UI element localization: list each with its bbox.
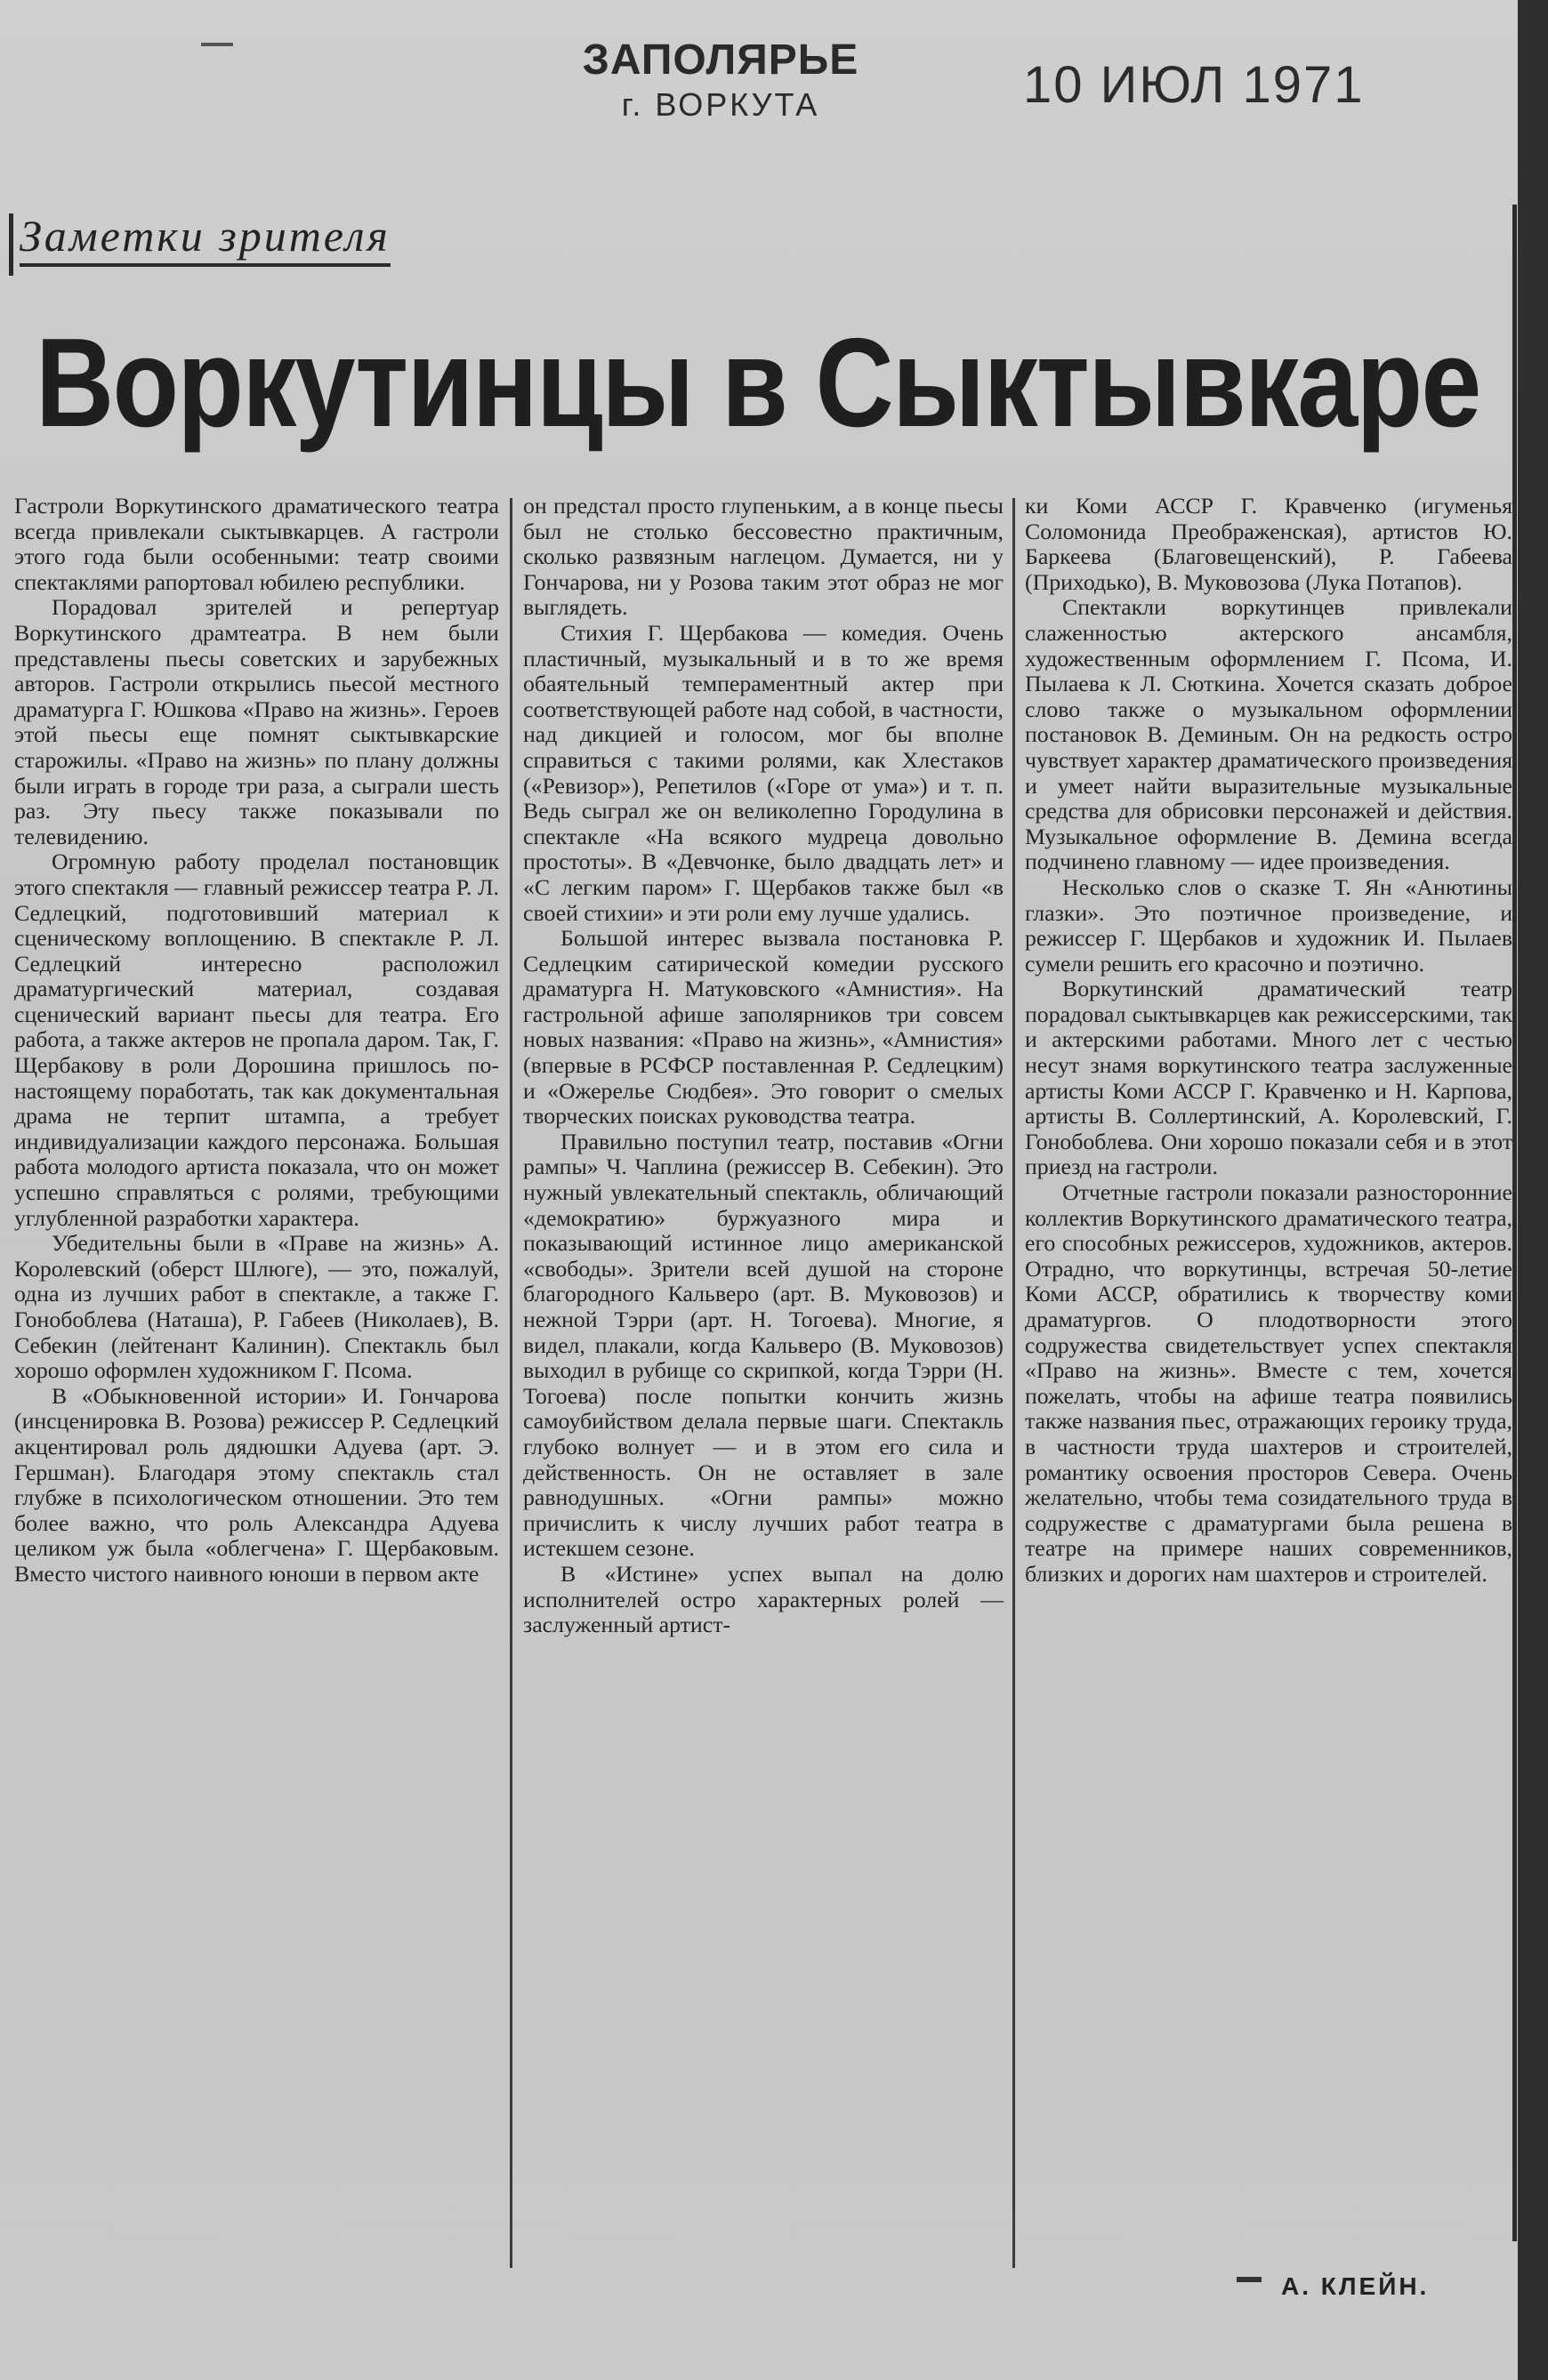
paragraph: Правильно поступил театр, поставив «Огни рампы» Ч. Чаплина (режиссер В. Себекин). Это нужный увлекательный спектакль, обличающий «демократию» буржуазного мира и показывающий истинное лицо американской «свободы». Зрители всей душой на стороне благородного Кальверо (арт. В. Муковозов) и нежной Тэрри (арт. Н. Тогоева). Многие, я видел, плакали, когда Кальверо (В. Муковозов) выходил в рубище со скрипкой, когда Тэрри (Н. Тогоева) после попытки кончить жизнь самоубийством делала первые шаги. Спектакль глубоко волнует — и в этом его сила и действенность. Он не оставляет в зале равнодушных. «Огни рампы» можно причислить к числу лучших работ театра в истекшем сезоне. bbox=[523, 1128, 1004, 1562]
rubric-bar bbox=[9, 213, 13, 276]
masthead bbox=[534, 36, 907, 125]
newspaper-city: г. ВОРКУТА bbox=[621, 86, 820, 123]
column-divider bbox=[510, 498, 512, 2268]
paragraph: Спектакли воркутинцев привлекали слаженностью актерского ансамбля, художественным оформлением Г. Псома, И. Пылаева к Л. Сюткина. Хочется сказать доброе слово также о музыкальном оформлении постановок В. Деминым. Он на редкость остро чувствует характер драматического произведения и умеет найти выразительные музыкальные средства для обрисовки персонажей и действия. Музыкальное оформление В. Демина всегда подчинено главному — идее произведения. bbox=[1025, 594, 1512, 875]
paragraph: Убедительны были в «Праве на жизнь» А. Королевский (оберст Шлюге), — это, пожалуй, одна из лучших работ в спектакле, а также Г. Гонобоблева (Наташа), Р. Габеев (Николаев), В. Себекин (лейтенант Калинин). Спектакль был хорошо оформлен художником Г. Псома. bbox=[14, 1230, 499, 1384]
date-stamp: 10 ИЮЛ 1971 bbox=[1023, 56, 1365, 114]
rubric: Заметки зрителя bbox=[20, 210, 391, 267]
paragraph: Отчетные гастроли показали разносторонние коллектив Воркутинского драматического театра, его способных режиссеров, художников, актеров. Отрадно, что воркутинцы, встречая 50-летие Коми АССР, обратились к творчеству коми драматургов. О плодотворности этого содружества свидетельствует успех спектакля «Право на жизнь». Вместе с тем, хочется пожелать, чтобы на афише театра появились также названия пьес, отражающих героику труда, в частности труда шахтеров и строителей, романтику освоения просторов Севера. Очень желательно, чтобы тема созидательного труда в содружестве с драматургами была решена в театре на примере наших современников, близких и дорогих нам шахтеров и строителей. bbox=[1025, 1179, 1512, 1587]
author-signature: А. КЛЕЙН. bbox=[1281, 2272, 1430, 2300]
paragraph: Стихия Г. Щербакова — комедия. Очень пластичный, музыкальный и в то же время обаятельный темпераментный актер при соответствующей работе над собой, в частности, над дикцией и голосом, мог бы вполне справиться с такими ролями, как Хлестаков («Ревизор»), Репетилов («Горе от ума») и т. п. Ведь сыграл же он великолепно Городулина в спектакле «На всякого мудреца довольно простоты». В «Девчонке, было двадцать лет» и «С легким паром» Г. Щербаков также был «в своей стихии» и эти роли ему лучше удались. bbox=[523, 619, 1004, 926]
corner-mark bbox=[201, 43, 233, 46]
article-column-1 bbox=[14, 494, 499, 1588]
newspaper-title: ЗАПОЛЯРЬЕ bbox=[582, 36, 859, 84]
right-border-rule bbox=[1512, 205, 1517, 2241]
article-column-2 bbox=[523, 494, 1004, 1638]
paragraph: Гастроли Воркутинского драматического театра всегда привлекали сыктывкарцев. А гастроли этого года были особенными: театр своими спектаклями рапортовал юбилею республики. bbox=[14, 493, 499, 595]
paragraph: Порадовал зрителей и репертуар Воркутинского драмтеатра. В нем были представлены пьесы советских и зарубежных авторов. Гастроли открылись пьесой местного драматурга Г. Юшкова «Право на жизнь». Героев этой пьесы еще помнят сыктывкарские старожилы. «Право на жизнь» по плану должны были играть в городе три раза, а сыграли шесть раз. Эту пьесу также показывали по телевидению. bbox=[14, 594, 499, 849]
paragraph: В «Истине» успех выпал на долю исполнителей остро характерных ролей — заслуженный артист- bbox=[523, 1560, 1004, 1638]
paragraph: В «Обыкновенной истории» И. Гончарова (инсценировка В. Розова) режиссер Р. Седлецкий акцентировал роль дядюшки Адуева (арт. Э. Гершман). Благодаря этому спектакль стал глубже в психологическом отношении. Это тем более важно, что роль Александра Адуева целиком уж была «облегчена» Г. Щербаковым. Вместо чистого наивного юноши в первом акте bbox=[14, 1382, 499, 1587]
paragraph: ки Коми АССР Г. Кравченко (игуменья Соломонида Преображенская), артистов Ю. Баркеева (Благовещенский), Р. Габеева (Приходько), В. Муковозова (Лука Потапов). bbox=[1025, 493, 1512, 595]
paragraph: Воркутинский драматический театр порадовал сыктывкарцев как режиссерскими, так и актерскими работами. Много лет с честью несут знамя воркутинского театра заслуженные артисты Коми АССР Г. Кравченко и Н. Карпова, артисты В. Соллертинский, А. Королевский, Г. Гонобоблева. Они хорошо показали себя и в этот приезд на гастроли. bbox=[1025, 976, 1512, 1180]
paragraph: он предстал просто глупеньким, а в конце пьесы был не столько бессовестно практичным, сколько развязным наглецом. Думается, ни у Гончарова, ни у Розова таким этот образ не мог выглядеть. bbox=[523, 493, 1004, 621]
article-column-3 bbox=[1025, 494, 1512, 1588]
column-divider bbox=[1012, 498, 1015, 2268]
signature-mark bbox=[1237, 2277, 1262, 2282]
paragraph: Огромную работу проделал постановщик этого спектакля — главный режиссер театра Р. Л. Седлецкий, подготовивший материал к сценическому воплощению. В спектакле Р. Л. Седлецкий интересно расположил драматургический материал, создавая сценический вариант пьесы для театра. Его работа, а также актеров не пропала даром. Так, Г. Щербакову в роли Дорошина пришлось по-настоящему поработать, так как документальная драма не терпит штампа, а требует индивидуализации каждого персонажа. Большая работа молодого артиста показала, что он может успешно справляться с ролями, требующими углубленной разработки характера. bbox=[14, 848, 499, 1231]
paragraph: Несколько слов о сказке Т. Ян «Анютины глазки». Это поэтичное произведение, и режиссер Г. Щербаков и художник И. Пылаев сумели решить его красочно и поэтично. bbox=[1025, 873, 1512, 977]
article-headline: Воркутинцы в Сыктывкаре bbox=[36, 312, 1480, 454]
paragraph: Большой интерес вызвала постановка Р. Седлецким сатирической комедии русского драматурга Н. Матуковского «Амнистия». На гастрольной афише заполярников три совсем новых названия: «Право на жизнь», «Амнистия» (впервые в РСФСР поставленная Р. Седлецким) и «Ожерелье Сюдбея». Это говорит о смелых творческих поисках руководства театра. bbox=[523, 925, 1004, 1130]
